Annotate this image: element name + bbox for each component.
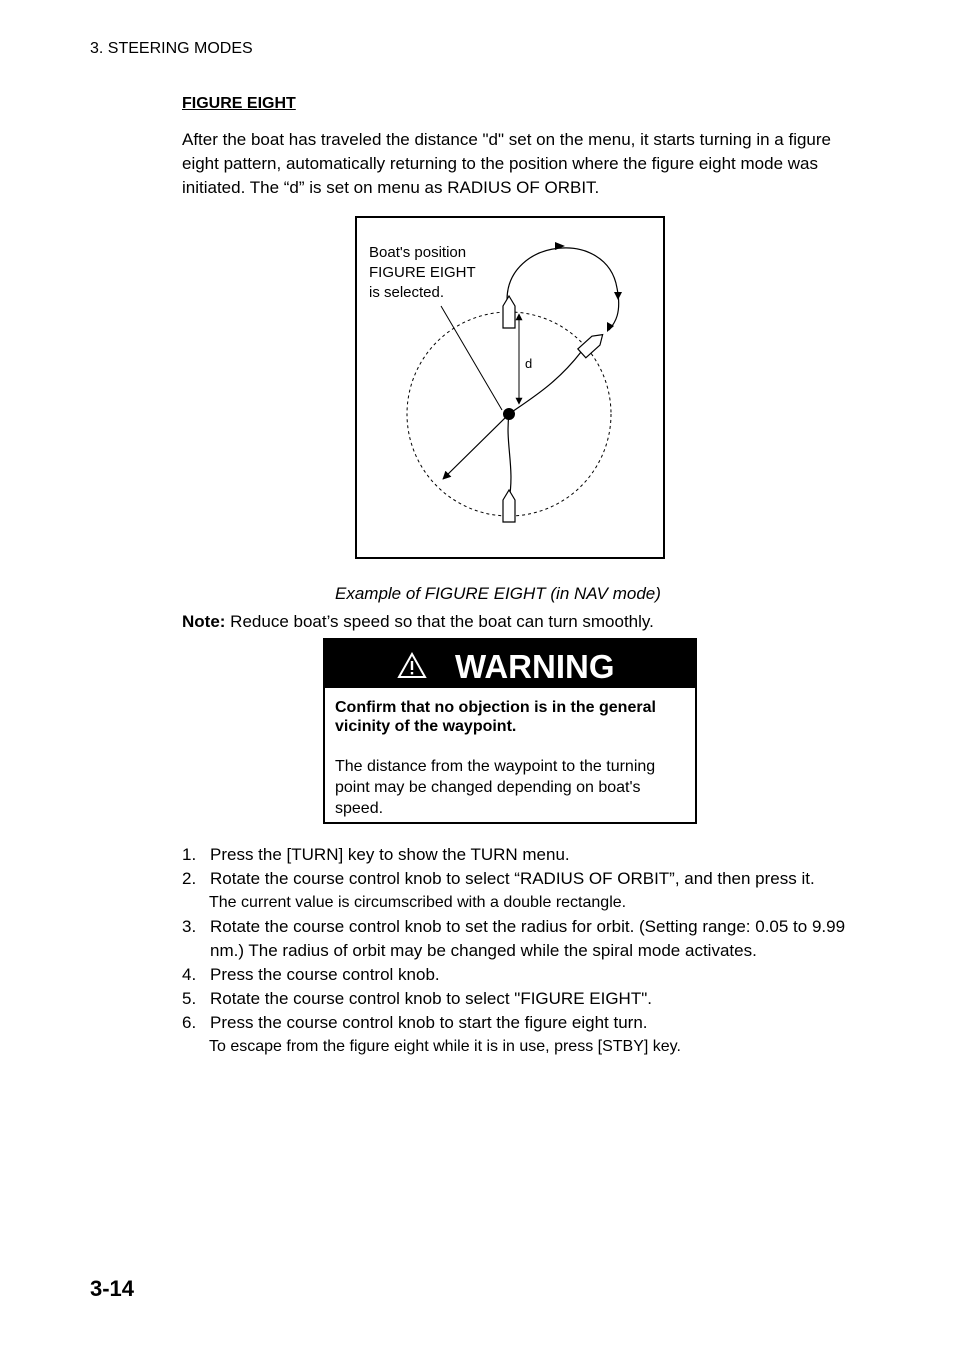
boat-turning-icon xyxy=(578,330,607,358)
start-point-dot xyxy=(503,408,515,420)
figure-caption: Example of FIGURE EIGHT (in NAV mode) xyxy=(335,584,661,603)
loop-arrow-lower xyxy=(607,322,614,332)
warning-box xyxy=(323,638,697,824)
exit-path xyxy=(443,414,509,479)
loop-arrow-top xyxy=(555,242,565,250)
label-line-2: FIGURE EIGHT xyxy=(369,264,476,281)
step-number: 3. xyxy=(182,917,197,936)
page-number: 3-14 xyxy=(90,1276,135,1301)
label-line-3: is selected. xyxy=(369,284,445,301)
boat-top-icon xyxy=(503,296,515,328)
step-3 xyxy=(182,915,852,963)
step-number: 2. xyxy=(182,869,197,888)
step-1 xyxy=(182,843,852,867)
label-line-1: Boat's position xyxy=(369,244,467,261)
figure-eight-drawing xyxy=(357,218,667,561)
step-number: 1. xyxy=(182,845,197,864)
note-label: Note: xyxy=(182,612,226,631)
step-number: 4. xyxy=(182,965,197,984)
running-head: 3. STEERING MODES xyxy=(90,40,253,57)
step-6-note: To escape from the figure eight while it is in use, press [STBY] key. xyxy=(209,1038,681,1055)
step-text: Rotate the course control knob to select “RADIUS OF ORBIT”, and then press it. xyxy=(210,869,815,888)
procedure-steps xyxy=(182,843,852,1059)
step-text: Rotate the course control knob to select "FIGURE EIGHT". xyxy=(210,989,652,1008)
warning-bold-text: Confirm that no objection is in the general vicinity of the waypoint. xyxy=(335,699,656,735)
step-text: Press the [TURN] key to show the TURN menu. xyxy=(210,845,570,864)
step-number: 5. xyxy=(182,989,197,1008)
note-text: Reduce boat’s speed so that the boat can turn smoothly. xyxy=(225,612,654,631)
loop-arrow-right xyxy=(614,292,622,300)
leader-line xyxy=(441,306,502,410)
upper-loop-path xyxy=(507,248,619,330)
step-5 xyxy=(182,987,852,1011)
warning-triangle-icon xyxy=(397,652,427,679)
step-text: Press the course control knob. xyxy=(210,965,440,984)
warning-header xyxy=(325,640,695,688)
step-6 xyxy=(182,1011,852,1035)
step-2-note: The current value is circumscribed with a double rectangle. xyxy=(209,894,627,911)
distance-label: d xyxy=(525,356,533,371)
warning-text: The distance from the waypoint to the turning point may be changed depending on boat's speed. xyxy=(335,758,656,817)
section-title: FIGURE EIGHT xyxy=(182,95,296,112)
step-text: Rotate the course control knob to set the radius for orbit. (Setting range: 0.05 to 9.99 nm.) The radius of orbit may be changed while the spiral mode activates. xyxy=(210,917,846,960)
figure-eight-diagram xyxy=(355,216,665,559)
step-2 xyxy=(182,867,852,891)
step-number: 6. xyxy=(182,1013,197,1032)
boat-bottom-icon xyxy=(503,490,515,522)
warning-title: WARNING xyxy=(455,648,615,685)
note xyxy=(182,612,654,632)
intro-paragraph: After the boat has traveled the distance "d" set on the menu, it starts turning in a figure eight pattern, automatically returning to the position where the figure eight mode was initiated. The “d” is set on menu as RADIUS OF ORBIT. xyxy=(182,130,831,197)
step-text: Press the course control knob to start the figure eight turn. xyxy=(210,1013,648,1032)
step-4 xyxy=(182,963,852,987)
